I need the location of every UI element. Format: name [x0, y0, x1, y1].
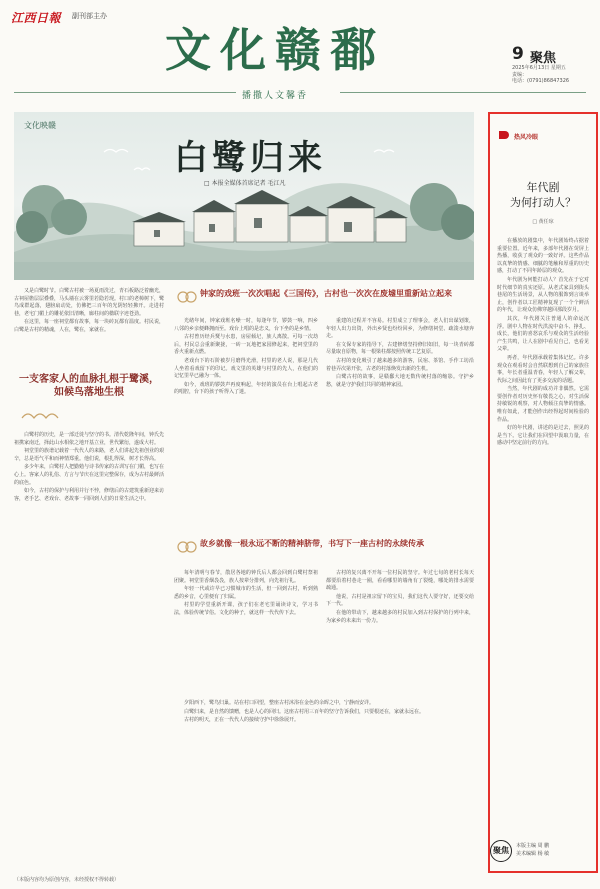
cloud-ornament-icon — [20, 410, 60, 422]
issue-info — [512, 65, 569, 85]
paragraph: 如今，古村的保护与利用并行不悖，修缮后的古建筑重新迎来访客，老手艺、老戏台、老故事一同回到人们的日常生活之中。 — [14, 488, 165, 502]
hero-banner — [14, 112, 474, 280]
page-number: 9 — [512, 44, 524, 64]
paragraph: 在这里，每一座祠堂都有故事，每一块砖瓦都有温度。村民说，白鹭是古村的精魂，人在，鹭在，家就在。 — [14, 319, 165, 333]
commentary-title-line1: 年代剧 — [526, 181, 560, 194]
column-badge: 文化映赣 — [24, 121, 56, 130]
commentary-title — [490, 180, 596, 210]
paper-sub: 副刊部主办 — [72, 12, 107, 20]
chief-editor: 本版主编 周 鹏 — [516, 843, 550, 849]
paragraph: 重建的过程并不容易。村里成立了理事会，老人们出谋划策，年轻人出力出资，外出乡贤也纷纷回乡，为修缮祠堂、疏浚水塘奔走。 — [326, 318, 474, 340]
article-col-1b — [14, 432, 164, 504]
paragraph: 在播放的剧集中，年代剧始终占据着重要位置。近年来，多部年代剧在荧屏上热播，收获了观众的一致好评。这些作品以真挚的情感、细腻的笔触和厚重的历史感，打动了不同年龄层的观众。 — [497, 238, 589, 275]
paragraph: 古村的明天，正在一代代人的接续守护中徐徐展开。 — [184, 717, 300, 724]
paragraph: 在他的带动下，越来越多的村民加入到古村保护的行列中来，为家乡的未来出一份力。 — [326, 609, 474, 624]
pull-quote: 一支客家人的血脉扎根于鹭溪，如候鸟落地生根 — [19, 374, 159, 398]
paragraph: 他说，古村是祖宗留下的宝贝，我们这代人要守好，还要交给下一代。 — [326, 593, 474, 608]
art-editor: 美术编辑 杨 敏 — [516, 851, 550, 857]
editor-credits — [516, 842, 549, 858]
paragraph: 夕阳西下，鹭鸟归巢。站在村口回望，整座古村沐浴在金色的余晖之中，宁静而安详。 — [184, 700, 375, 706]
section-subhead-1: 钟家的戏班一次次唱起《三国传》，古村也一次次在废墟里重新站立起来 — [200, 289, 452, 298]
paragraph: 在文保专家的指导下，古建修缮坚持修旧如旧，每一块青砖都尽量取自原物，每一根梁柱都按照传统工艺复原。 — [326, 341, 474, 356]
paragraph: 每年清明与春节，散居各地的钟氏后人都会回到白鹭村祭祖团聚。祠堂里香烟袅袅，族人按辈分排列，向先祖行礼。 — [174, 570, 318, 584]
paragraph: 好的年代剧，讲述的是过去，照见的是当下。它让我们在回望中汲取力量，在感动中坚定前行的方向。 — [497, 425, 589, 447]
slogan-rule-left — [14, 92, 244, 93]
paragraph: 光绪年间，钟家戏班名噪一时，每逢年节，锣鼓一响，四乡八邻的乡亲便蜂拥而至。戏台上唱的是忠义，台下坐的是乡情。 — [174, 318, 318, 332]
paper-logo: 江西日報 — [11, 11, 62, 25]
paragraph: 老戏台下的石阶被岁月磨得光滑，村里的老人说，那是几代人坐着看戏留下的印记。戏文里的英雄与村里的先人，在他们的记忆里早已融为一体。 — [174, 357, 318, 380]
commentary-author: □ 黄任琼 — [532, 219, 554, 225]
issue-editor: 责编： — [512, 71, 528, 78]
masthead — [0, 0, 600, 103]
cloud-ornament-icon — [176, 540, 198, 554]
paragraph: 村里的学堂重新开课，孩子们在老宅里诵读诗文，学习书法，体验传统节俗。文化的种子，就这样一代代传下去。 — [174, 602, 318, 616]
article-col-3 — [326, 318, 474, 390]
article-col-1a — [14, 288, 164, 336]
paragraph: 年代剧为何能打动人？首先在于它对时代细节的真实还原。从老式家具到街头巷尾的生活场景，从人物的服饰到言谈举止，创作者以工匠精神复现了一个个鲜活的年代，让观众仿佛穿越回那段岁月。 — [497, 276, 589, 314]
page-title: 文化赣鄱 — [165, 23, 385, 77]
slogan-rule-right — [340, 92, 586, 93]
article-title: 白鹭归来 — [174, 138, 326, 178]
article-col-5 — [326, 570, 474, 626]
paragraph: 白鹭古村的故事，是赣鄱大地无数传统村落的缩影。守护乡愁，就是守护我们共同的精神家园。 — [326, 374, 474, 388]
section-seal: 聚焦 — [490, 840, 512, 862]
paragraph: 古村曾历经兵燹与水患，房屋倾圮，族人离散。可每一次劫后，村民总会重新聚拢，一砖一瓦地把家园修起来，把祠堂里的香火重新点燃。 — [174, 334, 318, 356]
commentary-body — [497, 238, 589, 449]
article-col-2 — [174, 318, 318, 398]
paragraph: 多少年来，白鹭村人把勤勉与诗书传家的古训写在门楣，也写在心上。客家人的礼俗、方言与节庆在这里完整保存，成为古村最鲜活的底色。 — [14, 464, 165, 486]
paragraph: 白鹭村的历史，是一部迁徙与坚守的书。清代乾隆年间，钟氏先祖携家南迁，择此山水相依之地开基立业，世代繁衍，遂成大村。 — [14, 432, 165, 446]
cloud-ornament-icon — [176, 290, 198, 304]
paragraph: 再者，年代剧承载着集体记忆。许多观众在观看时会自然联想到自己的家族往事，年长者重温青春，年轻人了解父辈，代际之间因此有了更多交流的话题。 — [497, 354, 589, 384]
column-brand: 热风冷眼 — [514, 134, 539, 141]
article-byline: □ 本报全媒体首席记者 毛江凡 — [204, 180, 286, 187]
paragraph: 又是白鹭时节。白鹭古村被一场夏雨洗过，青石板路泛着幽光，古祠屋檐层层叠叠，马头墙在云雾里若隐若现。村口的老樟树下，鹭鸟成群起落，翅膀扇动处，仿佛把三百年的光阴轻轻拂开。走进村巷，老宅门楣上的雕花依旧清晰，廊柱间的楹联字迹苍劲。 — [14, 288, 165, 317]
section-name: 聚焦 — [530, 51, 557, 66]
commentary-title-line2: 为何打动人？ — [510, 196, 576, 209]
paragraph: 如今，戏班的锣鼓声再度响起，年轻的演员在台上唱起古老的唱腔，台下的孩子听得入了迷。 — [174, 381, 318, 396]
article-col-4 — [174, 570, 318, 619]
paragraph: 其次，年代剧关注普通人的命运沉浮。剧中人物在时代洪流中奋斗、挣扎、成长，他们的喜怒哀乐与观众的生活经验产生共鸣，让人在剧中看见自己，也看见父辈。 — [497, 315, 589, 353]
slogan-bar — [0, 86, 600, 100]
paragraph: 白鹭归来，是自然的馈赠，也是人心的回归。这座古村用三百年的坚守告诉我们，只要根还在，家就永远在。 — [184, 708, 425, 715]
paragraph: 当然，年代剧的成功并非偶然。它需要创作者对历史怀有敬畏之心，对生活保持敏锐的观察，对人物倾注真挚的情感。唯有如此，才能创作出经得起时间检验的作品。 — [497, 386, 589, 423]
issue-phone: 电话：(0791)86847326 — [512, 78, 570, 84]
paragraph: 年轻一代或许早已习惯城市的生活，但一回到古村，听到熟悉的乡音，心里便有了归属。 — [174, 586, 318, 600]
copyright-note: （本版内容均为原创内容，未经授权不得转载） — [14, 877, 120, 883]
slogan: 播撒人文馨香 — [236, 88, 314, 101]
issue-date: 2025年6月13日 星期五 — [512, 65, 566, 71]
commentary-sidebar — [488, 112, 598, 873]
article-col-6 — [174, 700, 474, 726]
paragraph: 古村的复兴离不开每一位村民的坚守。年过七旬的老村长每天都要沿着村巷走一圈，看看哪里的墙角有了裂缝，哪处的排水需要疏通。 — [326, 570, 474, 592]
paragraph: 古村的变化吸引了越来越多的游客，民宿、茶馆、手作工坊沿着巷弄次第开张，古老的村落焕发出新的生机。 — [326, 357, 474, 372]
paragraph: 祠堂里的族谱记载着一代代人的来路，老人们讲起先祖创业的艰辛，总是语气平和而神情郑重。他们说，根扎得深，树才长得高。 — [14, 448, 165, 462]
column-logo-icon — [498, 130, 512, 140]
section-subhead-2: 故乡就像一根永远不断的精神脐带，书写下一座古村的永续传承 — [200, 539, 424, 548]
